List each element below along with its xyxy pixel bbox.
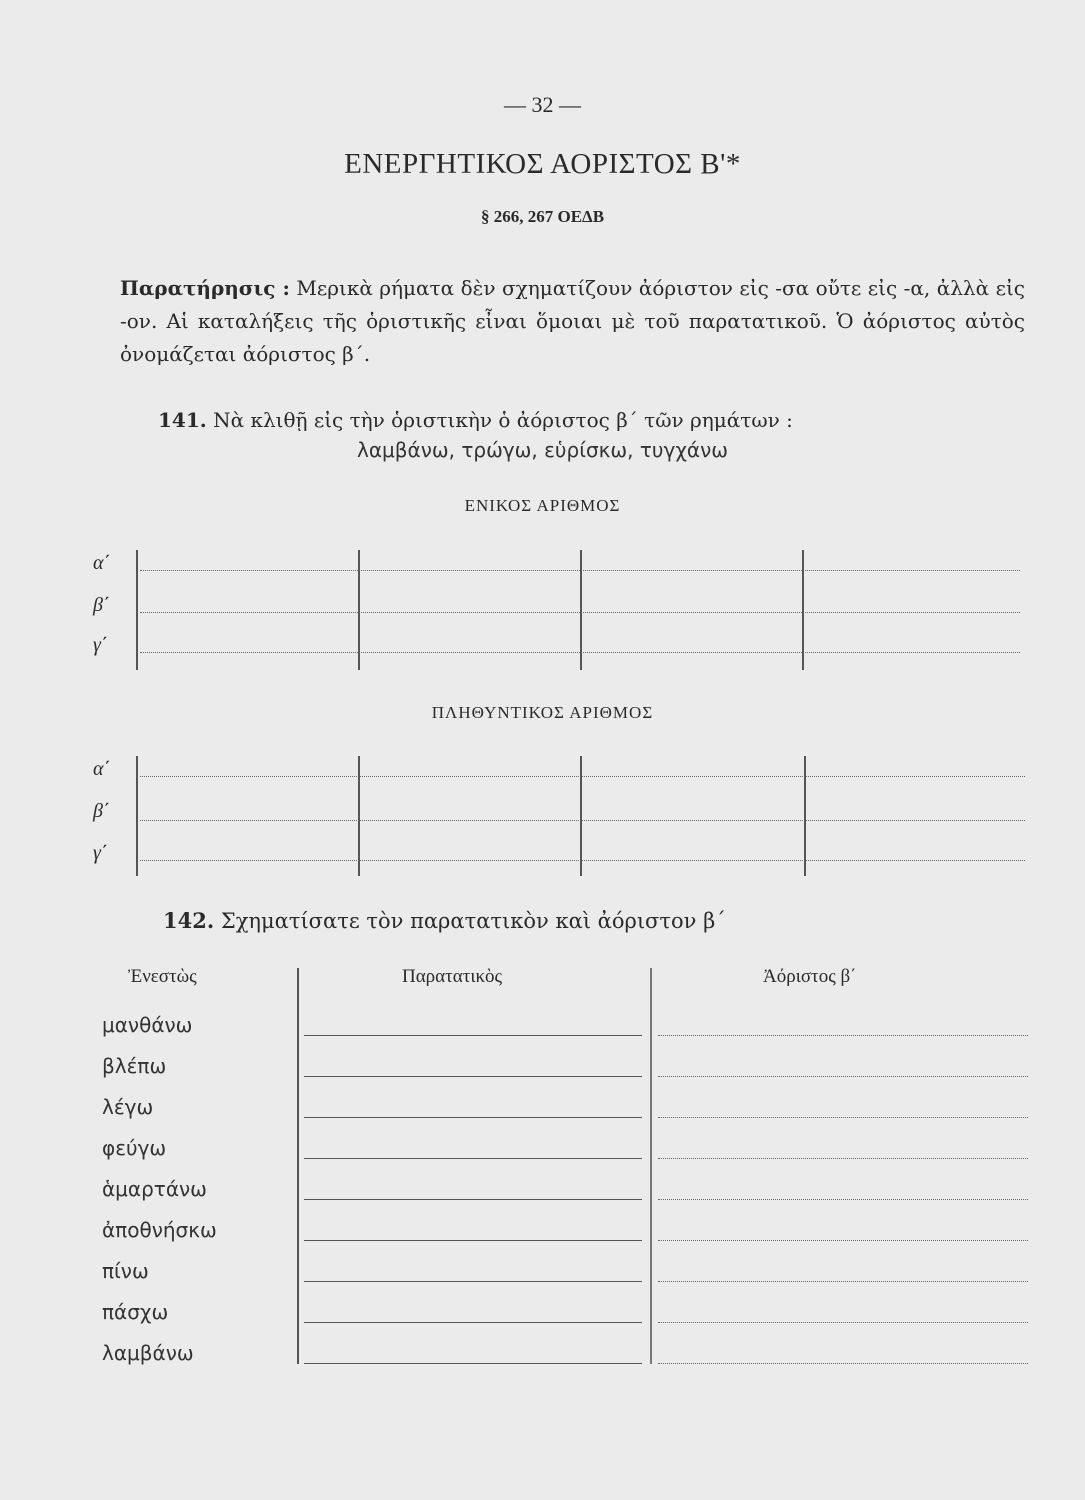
plural-answer-line-2[interactable]: [140, 820, 1025, 821]
column-header-present: Ἐνεστὼς: [128, 966, 197, 987]
plural-grid-line: [804, 756, 806, 876]
imperfect-answer-line[interactable]: [304, 1240, 642, 1241]
exercise-141-heading: [158, 408, 793, 432]
singular-person-1: α΄: [93, 552, 111, 574]
page-number: — 32 —: [504, 92, 581, 117]
present-verb: λέγω: [102, 1095, 154, 1119]
imperfect-answer-line[interactable]: [304, 1322, 642, 1323]
plural-person-2: β΄: [93, 800, 110, 822]
aorist-answer-line[interactable]: [658, 1158, 1028, 1159]
plural-person-3: γ΄: [93, 842, 108, 864]
singular-grid-line: [136, 550, 138, 670]
imperfect-answer-line[interactable]: [304, 1035, 642, 1036]
imperfect-answer-line[interactable]: [304, 1158, 642, 1159]
plural-grid-line: [136, 756, 138, 876]
present-verb: μανθάνω: [102, 1013, 193, 1037]
exercise-141-verbs: λαμβάνω, τρώγω, εὑρίσκω, τυγχάνω: [357, 438, 728, 462]
present-verb: βλέπω: [102, 1054, 167, 1078]
conjugation-divider-right: [650, 968, 652, 1364]
aorist-answer-line[interactable]: [658, 1076, 1028, 1077]
exercise-142-number: 142.: [163, 908, 215, 933]
imperfect-answer-line[interactable]: [304, 1076, 642, 1077]
present-verb: πίνω: [102, 1259, 149, 1283]
singular-answer-line-3[interactable]: [140, 652, 1020, 653]
plural-grid-line: [580, 756, 582, 876]
present-verb: φεύγω: [102, 1136, 167, 1160]
observation-note: [120, 272, 1025, 371]
imperfect-answer-line[interactable]: [304, 1363, 642, 1364]
plural-grid-line: [358, 756, 360, 876]
aorist-answer-line[interactable]: [658, 1035, 1028, 1036]
present-verb: λαμβάνω: [102, 1341, 194, 1365]
section-reference: § 266, 267 ΟΕΔΒ: [480, 207, 605, 226]
page-title: ΕΝΕΡΓΗΤΙΚΟΣ ΑΟΡΙΣΤΟΣ Β'*: [344, 148, 741, 180]
singular-answer-line-2[interactable]: [140, 612, 1020, 613]
conjugation-divider-left: [297, 968, 299, 1364]
aorist-answer-line[interactable]: [658, 1240, 1028, 1241]
singular-answer-line-1[interactable]: [140, 570, 1020, 571]
imperfect-answer-line[interactable]: [304, 1281, 642, 1282]
exercise-141-number: 141.: [158, 408, 207, 432]
note-label: Παρατήρησις :: [120, 276, 290, 300]
plural-answer-line-1[interactable]: [140, 776, 1025, 777]
plural-answer-line-3[interactable]: [140, 860, 1025, 861]
aorist-answer-line[interactable]: [658, 1363, 1028, 1364]
imperfect-answer-line[interactable]: [304, 1199, 642, 1200]
note-text: Μερικὰ ρήματα δὲν σχηματίζουν ἀόριστον εἰς -σα οὔτε εἰς -α, ἀλλὰ εἰς -ον. Αἱ καταλήξεις τῆς ὁριστικῆς εἶναι ὅμοιαι μὲ τοῦ παρατατικοῦ. Ὁ ἀόριστος αὐτὸς ὀνομάζεται ἀόριστος β΄.: [120, 276, 1025, 366]
column-header-imperfect: Παρατατικὸς: [402, 966, 503, 987]
aorist-answer-line[interactable]: [658, 1117, 1028, 1118]
aorist-answer-line[interactable]: [658, 1322, 1028, 1323]
singular-person-2: β΄: [93, 594, 110, 616]
exercise-142-instruction: Σχηματίσατε τὸν παρατατικὸν καὶ ἀόριστον β΄: [220, 909, 726, 933]
exercise-141-instruction: Νὰ κλιθῇ εἰς τὴν ὁριστικὴν ὁ ἀόριστος β΄ τῶν ρημάτων :: [213, 408, 793, 432]
column-header-aorist: Ἀόριστος β΄: [763, 966, 857, 987]
singular-person-3: γ΄: [93, 634, 108, 656]
aorist-answer-line[interactable]: [658, 1281, 1028, 1282]
present-verb: ἀποθνήσκω: [102, 1218, 217, 1242]
present-verb: ἁμαρτάνω: [102, 1177, 207, 1201]
plural-person-1: α΄: [93, 758, 111, 780]
aorist-answer-line[interactable]: [658, 1199, 1028, 1200]
singular-title: ΕΝΙΚΟΣ ΑΡΙΘΜΟΣ: [464, 496, 621, 515]
exercise-142-heading: [163, 908, 726, 933]
present-verb: πάσχω: [102, 1300, 169, 1324]
plural-title: ΠΛΗΘΥΝΤΙΚΟΣ ΑΡΙΘΜΟΣ: [431, 703, 654, 722]
imperfect-answer-line[interactable]: [304, 1117, 642, 1118]
